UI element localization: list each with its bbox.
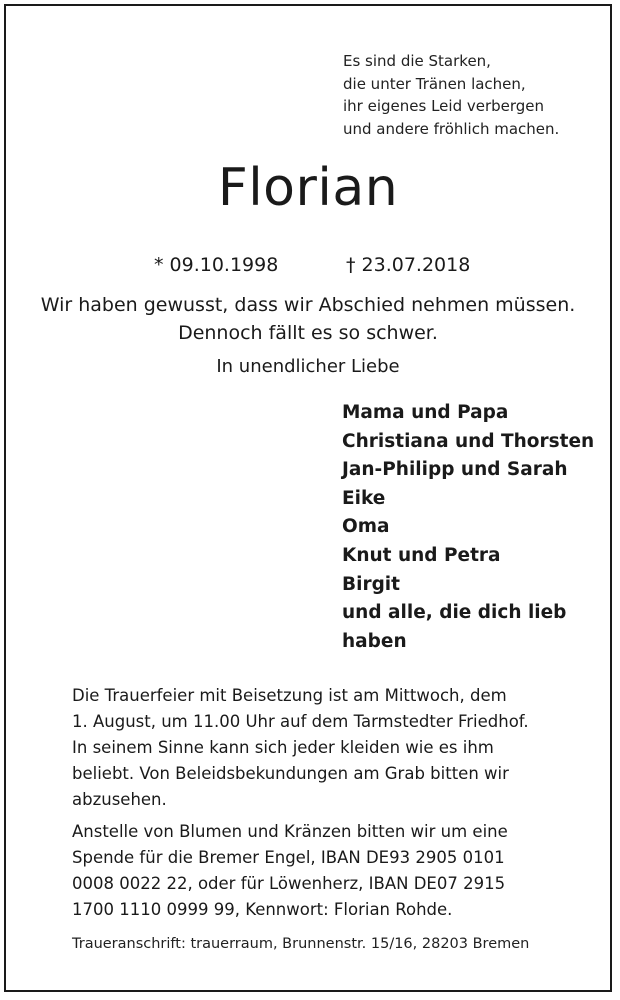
mourner-entry: Christiana und Thorsten	[342, 430, 595, 452]
quote-line: Es sind die Starken,	[343, 52, 491, 70]
donation-info-paragraph	[72, 819, 572, 923]
info-line: Anstelle von Blumen und Kränzen bitten wir um eine	[72, 822, 508, 841]
info-line: In seinem Sinne kann sich jeder kleiden wie es ihm	[72, 738, 494, 757]
info-line: beliebt. Von Beleidsbekundungen am Grab bitten wir	[72, 764, 509, 783]
quote-line: die unter Tränen lachen,	[343, 74, 526, 93]
funeral-info-paragraph	[72, 683, 572, 813]
mourner-entry: Eike	[342, 487, 386, 509]
message-line: Dennoch fällt es so schwer.	[178, 322, 438, 344]
info-line: Die Trauerfeier mit Beisetzung ist am Mittwoch, dem	[72, 686, 507, 705]
info-line: abzusehen.	[72, 790, 167, 809]
mourner-entry: Jan-Philipp und Sarah	[342, 459, 568, 481]
deceased-name: Florian	[217, 158, 399, 218]
info-line: 1. August, um 11.00 Uhr auf dem Tarmstedter Friedhof.	[72, 712, 529, 731]
funeral-details	[72, 683, 572, 923]
memorial-quote	[343, 50, 559, 140]
mourning-address: Traueranschrift: trauerraum, Brunnenstr. 15/16, 28203 Bremen	[72, 936, 530, 952]
info-line: Spende für die Bremer Engel, IBAN DE93 2905 0101	[72, 848, 505, 867]
farewell-message	[6, 291, 610, 347]
mourner-entry: haben	[342, 630, 407, 652]
quote-line: ihr eigenes Leid verbergen	[343, 97, 545, 115]
info-line: 0008 0022 22, oder für Löwenherz, IBAN DE07 2915	[72, 874, 506, 893]
mourner-entry: Birgit	[342, 573, 400, 595]
info-line: 1700 1110 0999 99, Kennwort: Florian Rohde.	[72, 900, 453, 919]
mourner-entry: Oma	[342, 516, 390, 538]
mourner-entry: Knut und Petra	[342, 544, 501, 566]
love-line: In unendlicher Liebe	[216, 356, 400, 377]
mourners-list	[342, 399, 594, 656]
death-date: † 23.07.2018	[346, 254, 471, 276]
mourner-entry: Mama und Papa	[342, 402, 509, 423]
quote-line: und andere fröhlich machen.	[343, 119, 560, 138]
mourner-entry: und alle, die dich lieb	[342, 602, 567, 624]
obituary-notice	[4, 4, 612, 992]
message-line: Wir haben gewusst, dass wir Abschied nehmen müssen.	[40, 294, 576, 316]
birth-date: * 09.10.1998	[154, 254, 279, 276]
